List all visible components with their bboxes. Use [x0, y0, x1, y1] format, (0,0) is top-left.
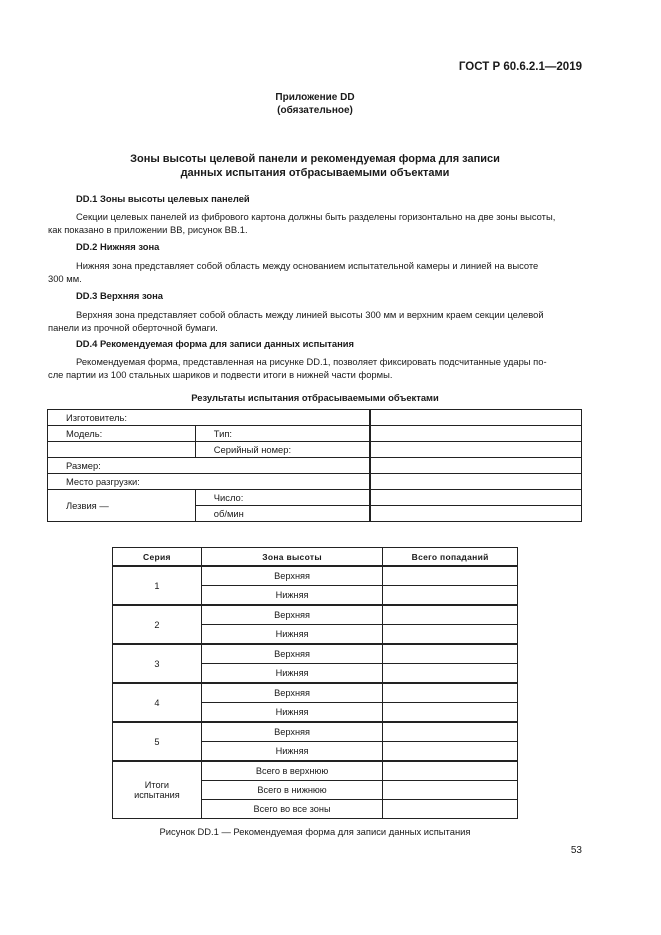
unload-place-value[interactable] — [370, 474, 582, 490]
zone-upper: Верхняя — [201, 683, 382, 703]
page-number: 53 — [570, 845, 582, 856]
zone-lower: Нижняя — [201, 625, 382, 645]
table-row — [113, 605, 518, 625]
serial-value[interactable] — [370, 442, 582, 458]
hits-cell[interactable] — [383, 781, 518, 800]
hits-cell[interactable] — [383, 625, 518, 645]
standard-number: ГОСТ Р 60.6.2.1—2019 — [458, 61, 582, 73]
hits-cell[interactable] — [383, 722, 518, 742]
document-title — [0, 152, 630, 180]
title-line-1: Зоны высоты целевой панели и рекомендуемая форма для записи — [130, 153, 500, 165]
results-caption: Результаты испытания отбрасываемыми объектами — [191, 392, 439, 403]
model-label: Модель: — [48, 426, 196, 442]
section-heading-dd1: DD.1 Зоны высоты целевых панелей — [76, 193, 250, 204]
appendix-heading — [0, 91, 630, 117]
zone-lower: Нижняя — [201, 703, 382, 723]
paragraph-line: 300 мм. — [48, 273, 82, 284]
table-row — [113, 566, 518, 586]
series-number: 4 — [113, 683, 202, 722]
zone-upper: Верхняя — [201, 722, 382, 742]
number-value[interactable] — [370, 490, 582, 506]
header-height-zone: Зона высоты — [201, 548, 382, 567]
totals-label-line: испытания — [134, 790, 180, 800]
hits-cell[interactable] — [383, 683, 518, 703]
table-row — [113, 761, 518, 781]
hits-cell[interactable] — [383, 761, 518, 781]
section-text-dd1 — [48, 210, 582, 236]
test-info-form — [47, 409, 582, 522]
paragraph-line: как показано в приложении ВВ, рисунок ВВ.1. — [48, 224, 248, 235]
series-number: 5 — [113, 722, 202, 761]
paragraph-line: сле партии из 100 стальных шариков и подвести итоги в нижней части формы. — [48, 369, 393, 380]
rpm-value[interactable] — [370, 506, 582, 522]
section-heading-dd2: DD.2 Нижняя зона — [76, 241, 160, 252]
hits-cell[interactable] — [383, 566, 518, 586]
hits-cell[interactable] — [383, 800, 518, 819]
manufacturer-label: Изготовитель: — [48, 410, 370, 426]
unload-place-label: Место разгрузки: — [48, 474, 370, 490]
size-value[interactable] — [370, 458, 582, 474]
size-label: Размер: — [48, 458, 370, 474]
header-total-hits: Всего попаданий — [383, 548, 518, 567]
form-row — [48, 410, 582, 426]
form-row — [48, 426, 582, 442]
zone-upper: Верхняя — [201, 566, 382, 586]
paragraph-line: панели из прочной оберточной бумаги. — [48, 322, 218, 333]
zone-upper: Верхняя — [201, 644, 382, 664]
appendix-title: Приложение DD — [275, 92, 355, 103]
hits-cell[interactable] — [383, 586, 518, 606]
hits-cell[interactable] — [383, 664, 518, 684]
table-row — [113, 683, 518, 703]
section-text-dd3 — [48, 308, 582, 334]
form-row — [48, 474, 582, 490]
title-line-2: данных испытания отбрасываемыми объектами — [180, 167, 450, 179]
paragraph-line: Рекомендуемая форма, представленная на рисунке DD.1, позволяет фиксировать подсчитанные удары по- — [76, 356, 547, 367]
hits-cell[interactable] — [383, 703, 518, 723]
hits-cell[interactable] — [383, 644, 518, 664]
hits-cell[interactable] — [383, 605, 518, 625]
series-number: 3 — [113, 644, 202, 683]
total-lower-label: Всего в нижнюю — [201, 781, 382, 800]
blades-label: Лезвия — — [48, 490, 196, 522]
paragraph-line: Секции целевых панелей из фибрового картона должны быть разделены горизонтально на две зоны высоты, — [76, 211, 556, 222]
series-number: 1 — [113, 566, 202, 605]
table-header-row — [113, 548, 518, 567]
paragraph-line: Нижняя зона представляет собой область между основанием испытательной камеры и линией на высоте — [76, 260, 539, 271]
section-text-dd4 — [48, 355, 582, 381]
total-upper-label: Всего в верхнюю — [201, 761, 382, 781]
zone-upper: Верхняя — [201, 605, 382, 625]
serial-label: Серийный номер: — [195, 442, 370, 458]
totals-label-line: Итоги — [144, 780, 170, 790]
total-all-label: Всего во все зоны — [201, 800, 382, 819]
table-row — [113, 722, 518, 742]
model-value[interactable] — [48, 442, 196, 458]
zone-lower: Нижняя — [201, 586, 382, 606]
form-row — [48, 490, 582, 506]
zone-lower: Нижняя — [201, 664, 382, 684]
form-row — [48, 442, 582, 458]
type-label: Тип: — [195, 426, 370, 442]
totals-label — [113, 761, 202, 819]
manufacturer-value[interactable] — [370, 410, 582, 426]
section-text-dd2 — [48, 259, 582, 285]
series-number: 2 — [113, 605, 202, 644]
section-heading-dd4: DD.4 Рекомендуемая форма для записи данных испытания — [76, 338, 354, 349]
form-row — [48, 458, 582, 474]
paragraph-line: Верхняя зона представляет собой область между линией высоты 300 мм и верхним краем секции целевой — [76, 309, 544, 320]
figure-caption: Рисунок DD.1 — Рекомендуемая форма для записи данных испытания — [159, 826, 471, 837]
hit-record-table — [112, 547, 518, 819]
zone-lower: Нижняя — [201, 742, 382, 762]
type-value[interactable] — [370, 426, 582, 442]
hits-cell[interactable] — [383, 742, 518, 762]
header-series: Серия — [113, 548, 202, 567]
table-row — [113, 644, 518, 664]
rpm-label: об/мин — [195, 506, 370, 522]
appendix-status: (обязательное) — [277, 105, 353, 116]
section-heading-dd3: DD.3 Верхняя зона — [76, 290, 164, 301]
number-label: Число: — [195, 490, 370, 506]
